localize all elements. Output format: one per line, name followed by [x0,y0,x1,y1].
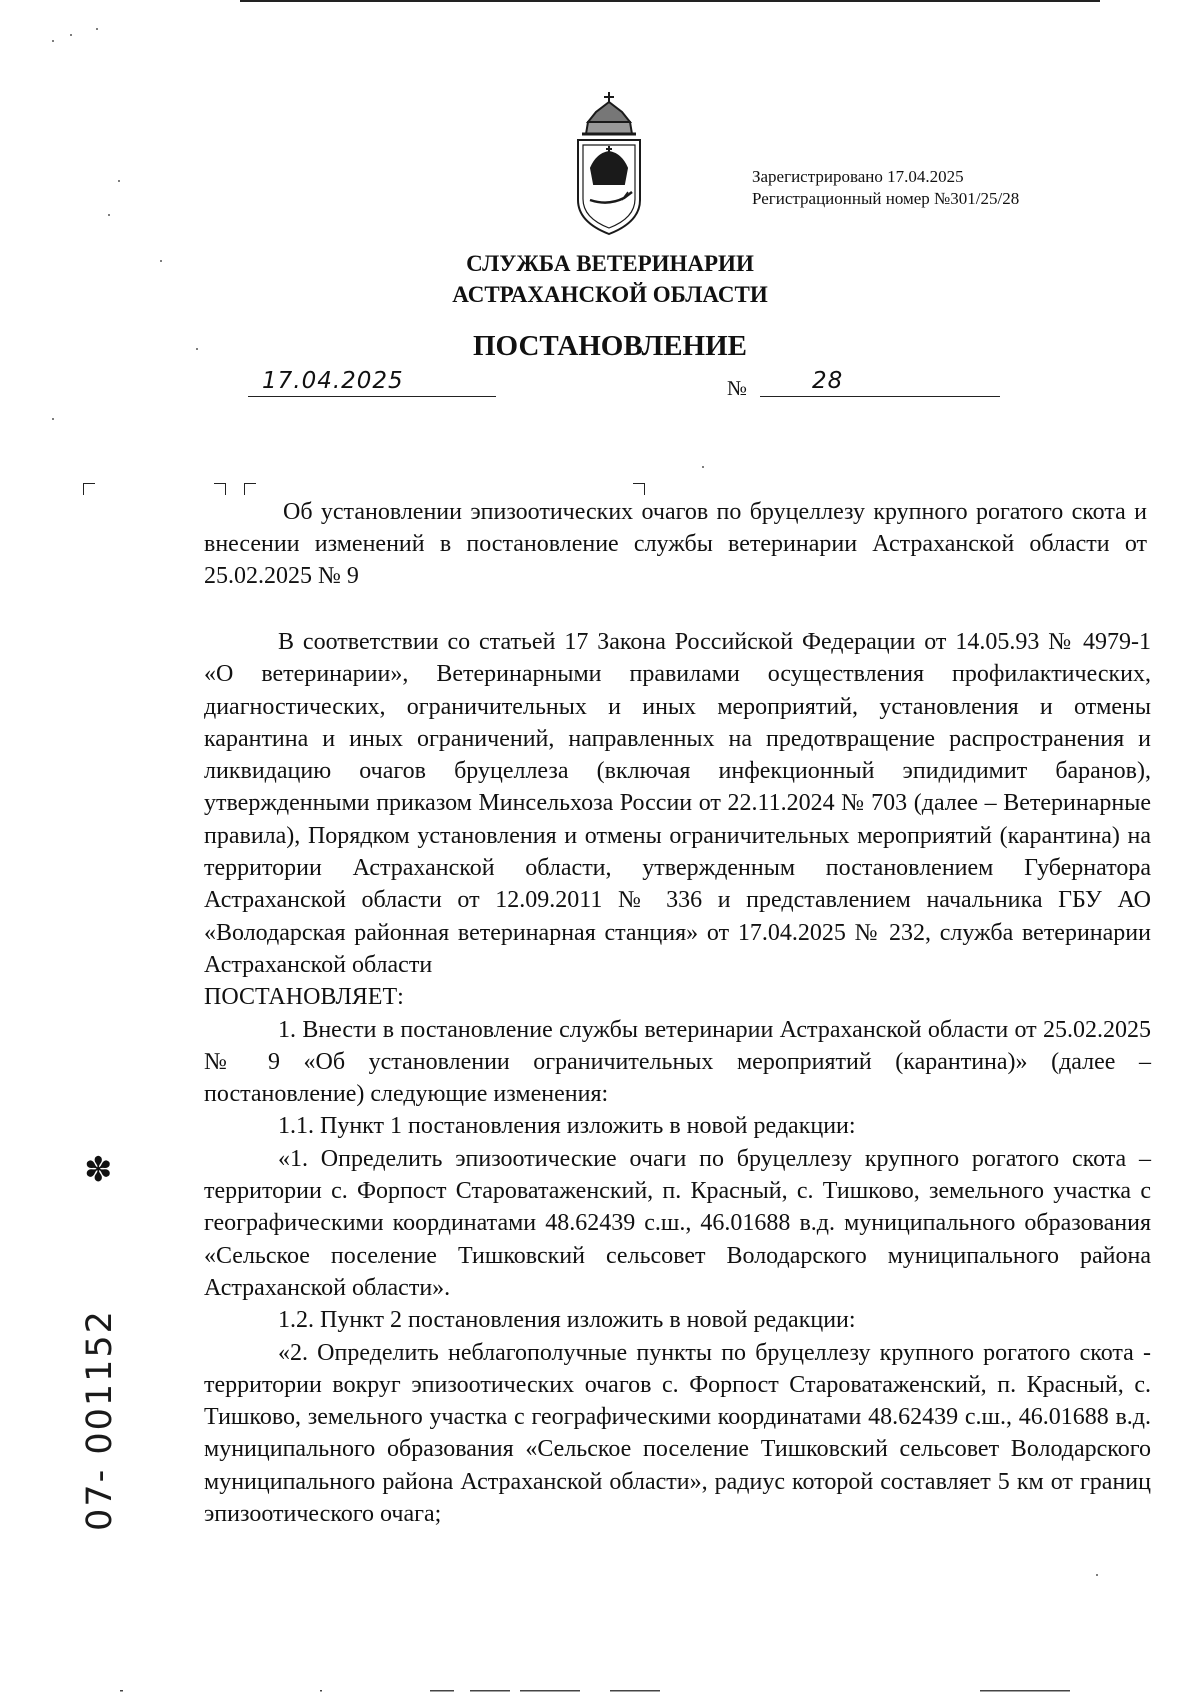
clause-1-1: 1.1. Пункт 1 постановления изложить в новой редакции: [278,1113,856,1140]
issue-number-field [760,368,1000,397]
clause-1-1-text: «1. Определить эпизоотические очаги по бруцеллезу крупного рогатого скота – территории с. Форпост Староватаженский, п. Красный, с. Тишково, земельного участка с географическими координатами 48.62439 с.ш., 46.01688 в.д. муниципального образования «Сельское поселение Тишковский сельсовет Володарского муниципального района Астраханской области». [204,1145,1151,1301]
margin-corner-mark [83,483,95,495]
scan-speck [118,180,120,182]
registration-stamp [752,166,1019,210]
organization-line-2: АСТРАХАНСКОЙ ОБЛАСТИ [452,282,768,307]
scan-speck [702,466,704,468]
scan-speck [96,28,98,30]
subject-corner-left-mark [214,483,226,495]
registration-number: Регистрационный номер №301/25/28 [752,189,1020,208]
clause-1-2-text: «2. Определить неблагополучные пункты по бруцеллезу крупного рогатого скота - территории вокруг эпизоотических очагов с. Форпост Староватаженский, п. Красный, с. Тишково, земельного участка с географическими координатами 48.62439 с.ш., 46.01688 в.д. муниципального образования «Сельское поселение Тишковский сельсовет Володарского муниципального района Астраханской области», радиус которой составляет 5 км от границ эпизоотического очага; [204,1339,1151,1528]
scan-speck [160,260,162,262]
document-type-title: ПОСТАНОВЛЕНИЕ [472,330,747,362]
top-edge-rule [240,0,1100,2]
margin-star-mark: ✽ [84,1150,113,1190]
clause-1: 1. Внести в постановление службы ветеринарии Астраханской области от 25.02.2025 № 9 «Об установлении ограничительных мероприятий (карантина)» (далее – постановление) следующие изменения: [204,1016,1151,1108]
subject-corner-right-mark [633,483,645,495]
registration-date: Зарегистрировано 17.04.2025 [752,167,964,186]
bottom-edge-scan-noise [0,1689,1200,1692]
issue-date-handwritten: 17.04.2025 [262,368,404,394]
issue-number-handwritten: 28 [812,368,844,394]
issue-date-field [248,368,496,397]
scan-speck [52,40,54,42]
document-subject: Об установлении эпизоотических очагов по бруцеллезу крупного рогатого скота и внесении изменений в постановление службы ветеринарии Астраханской области от 25.02.2025 № 9 [204,499,1147,589]
document-body [204,626,1151,1530]
scan-speck [70,34,72,36]
astrakhan-coat-of-arms-icon [566,88,652,238]
organization-name [300,248,920,310]
scan-speck [196,348,198,350]
scan-speck [108,214,110,216]
organization-line-1: СЛУЖБА ВЕТЕРИНАРИИ [466,251,754,276]
number-sign: № [727,376,748,400]
resolves-heading: ПОСТАНОВЛЯЕТ: [204,984,404,1011]
preamble-paragraph: В соответствии со статьей 17 Закона Российской Федерации от 14.05.93 № 4979-1 «О ветеринарии», Ветеринарными правилами осуществления профилактических, диагностических, ограничительных и иных мероприятий, установления и отмены карантина и иных ограничений, направленных на предотвращение распространения и ликвидацию очагов бруцеллеза (включая инфекционный эпидидимит баранов), утвержденными приказом Минсельхоза России от 22.11.2024 № 703 (далее – Ветеринарные правила), Порядком установления и отмены ограничительных мероприятий (карантина) на территории Астраханской области, утвержденным постановлением Губернатора Астраханской области от 12.09.2011 № 336 и представлением начальника ГБУ АО «Володарская районная ветеринарная станция» от 17.04.2025 № 232, служба ветеринарии Астраханской области [204,629,1151,978]
scan-speck [52,418,54,420]
scan-speck [1096,1574,1098,1576]
margin-code-text: 07- 001152 [80,1309,120,1531]
clause-1-2: 1.2. Пункт 2 постановления изложить в новой редакции: [278,1307,856,1334]
subject-corner-mark [244,483,256,495]
